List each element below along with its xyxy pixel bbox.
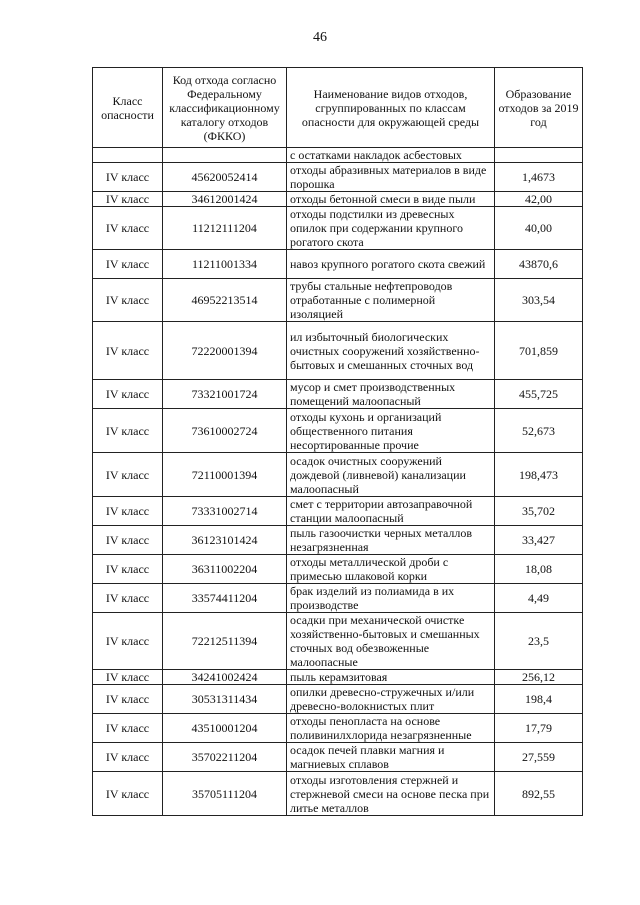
cell-class: IV класс xyxy=(93,670,163,685)
cell-class: IV класс xyxy=(93,497,163,526)
cell-code: 72110001394 xyxy=(163,453,287,497)
cell-code: 73321001724 xyxy=(163,380,287,409)
cell-class: IV класс xyxy=(93,453,163,497)
cell-class: IV класс xyxy=(93,584,163,613)
table-row xyxy=(93,714,583,743)
cell-code: 72220001394 xyxy=(163,322,287,380)
cell-code xyxy=(163,148,287,163)
cell-amount: 42,00 xyxy=(495,192,583,207)
cell-name: с остатками накладок асбестовых xyxy=(287,148,495,163)
cell-name: отходы абразивных материалов в виде порошка xyxy=(287,163,495,192)
cell-amount: 256,12 xyxy=(495,670,583,685)
cell-name: отходы пенопласта на основе поливинилхлорида незагрязненные xyxy=(287,714,495,743)
cell-amount: 4,49 xyxy=(495,584,583,613)
table-row xyxy=(93,685,583,714)
cell-code: 73331002714 xyxy=(163,497,287,526)
cell-amount: 35,702 xyxy=(495,497,583,526)
cell-name: опилки древесно-стружечных и/или древесно-волокнистых плит xyxy=(287,685,495,714)
table-row xyxy=(93,497,583,526)
cell-name: навоз крупного рогатого скота свежий xyxy=(287,250,495,279)
cell-class: IV класс xyxy=(93,163,163,192)
cell-class: IV класс xyxy=(93,526,163,555)
table-row xyxy=(93,250,583,279)
cell-amount: 1,4673 xyxy=(495,163,583,192)
cell-amount: 52,673 xyxy=(495,409,583,453)
table-row xyxy=(93,279,583,322)
cell-code: 11212111204 xyxy=(163,207,287,250)
cell-code: 73610002724 xyxy=(163,409,287,453)
cell-amount: 892,55 xyxy=(495,772,583,816)
cell-name: отходы бетонной смеси в виде пыли xyxy=(287,192,495,207)
cell-class: IV класс xyxy=(93,192,163,207)
cell-amount: 198,4 xyxy=(495,685,583,714)
cell-code: 34241002424 xyxy=(163,670,287,685)
cell-code: 45620052414 xyxy=(163,163,287,192)
cell-amount: 303,54 xyxy=(495,279,583,322)
table-row xyxy=(93,192,583,207)
table-row xyxy=(93,743,583,772)
cell-class: IV класс xyxy=(93,207,163,250)
cell-name: осадок очистных сооружений дождевой (ливневой) канализации малоопасный xyxy=(287,453,495,497)
cell-code: 43510001204 xyxy=(163,714,287,743)
waste-table xyxy=(92,67,583,816)
cell-code: 35705111204 xyxy=(163,772,287,816)
cell-code: 36311002204 xyxy=(163,555,287,584)
cell-code: 72212511394 xyxy=(163,613,287,670)
header-fkko-code: Код отхода согласно Федеральному классификационному каталогу отходов (ФККО) xyxy=(163,68,287,148)
cell-code: 33574411204 xyxy=(163,584,287,613)
table-row xyxy=(93,670,583,685)
cell-name: брак изделий из полиамида в их производстве xyxy=(287,584,495,613)
table-body xyxy=(93,148,583,816)
cell-code: 36123101424 xyxy=(163,526,287,555)
cell-code: 30531311434 xyxy=(163,685,287,714)
table-row xyxy=(93,380,583,409)
cell-class: IV класс xyxy=(93,380,163,409)
cell-name: осадок печей плавки магния и магниевых сплавов xyxy=(287,743,495,772)
cell-name: мусор и смет производственных помещений малоопасный xyxy=(287,380,495,409)
table-header-row xyxy=(93,68,583,148)
cell-name: отходы кухонь и организаций общественного питания несортированные прочие xyxy=(287,409,495,453)
cell-class: IV класс xyxy=(93,409,163,453)
header-waste-name: Наименование видов отходов, сгруппированных по классам опасности для окружающей среды xyxy=(287,68,495,148)
cell-amount: 40,00 xyxy=(495,207,583,250)
cell-code: 34612001424 xyxy=(163,192,287,207)
cell-class: IV класс xyxy=(93,772,163,816)
cell-amount: 17,79 xyxy=(495,714,583,743)
cell-class: IV класс xyxy=(93,743,163,772)
cell-class: IV класс xyxy=(93,613,163,670)
cell-name: пыль газоочистки черных металлов незагрязненная xyxy=(287,526,495,555)
cell-name: осадки при механической очистке хозяйственно-бытовых и смешанных сточных вод обезвоженные малоопасные xyxy=(287,613,495,670)
cell-class: IV класс xyxy=(93,714,163,743)
table-row xyxy=(93,772,583,816)
table-row xyxy=(93,453,583,497)
cell-class: IV класс xyxy=(93,555,163,584)
header-hazard-class: Класс опасности xyxy=(93,68,163,148)
cell-code: 11211001334 xyxy=(163,250,287,279)
table-row xyxy=(93,555,583,584)
table-row xyxy=(93,409,583,453)
table-row xyxy=(93,207,583,250)
cell-amount: 33,427 xyxy=(495,526,583,555)
cell-code: 46952213514 xyxy=(163,279,287,322)
cell-name: отходы подстилки из древесных опилок при содержании крупного рогатого скота xyxy=(287,207,495,250)
cell-amount: 701,859 xyxy=(495,322,583,380)
cell-class xyxy=(93,148,163,163)
cell-amount: 23,5 xyxy=(495,613,583,670)
cell-name: трубы стальные нефтепроводов отработанные с полимерной изоляцией xyxy=(287,279,495,322)
header-waste-amount: Образование отходов за 2019 год xyxy=(495,68,583,148)
cell-name: пыль керамзитовая xyxy=(287,670,495,685)
cell-class: IV класс xyxy=(93,279,163,322)
cell-code: 35702211204 xyxy=(163,743,287,772)
table-row xyxy=(93,322,583,380)
table-row xyxy=(93,163,583,192)
cell-amount: 455,725 xyxy=(495,380,583,409)
table-row xyxy=(93,584,583,613)
table-row xyxy=(93,613,583,670)
table-row xyxy=(93,526,583,555)
cell-name: отходы изготовления стержней и стержневой смеси на основе песка при литье металлов xyxy=(287,772,495,816)
cell-amount xyxy=(495,148,583,163)
cell-amount: 27,559 xyxy=(495,743,583,772)
cell-name: смет с территории автозаправочной станции малоопасный xyxy=(287,497,495,526)
cell-name: отходы металлической дроби с примесью шлаковой корки xyxy=(287,555,495,584)
cell-class: IV класс xyxy=(93,685,163,714)
cell-amount: 198,473 xyxy=(495,453,583,497)
cell-amount: 43870,6 xyxy=(495,250,583,279)
cell-amount: 18,08 xyxy=(495,555,583,584)
cell-name: ил избыточный биологических очистных сооружений хозяйственно-бытовых и смешанных сточных вод xyxy=(287,322,495,380)
table-row-continuation xyxy=(93,148,583,163)
page-number: 46 xyxy=(313,30,327,45)
cell-class: IV класс xyxy=(93,250,163,279)
cell-class: IV класс xyxy=(93,322,163,380)
